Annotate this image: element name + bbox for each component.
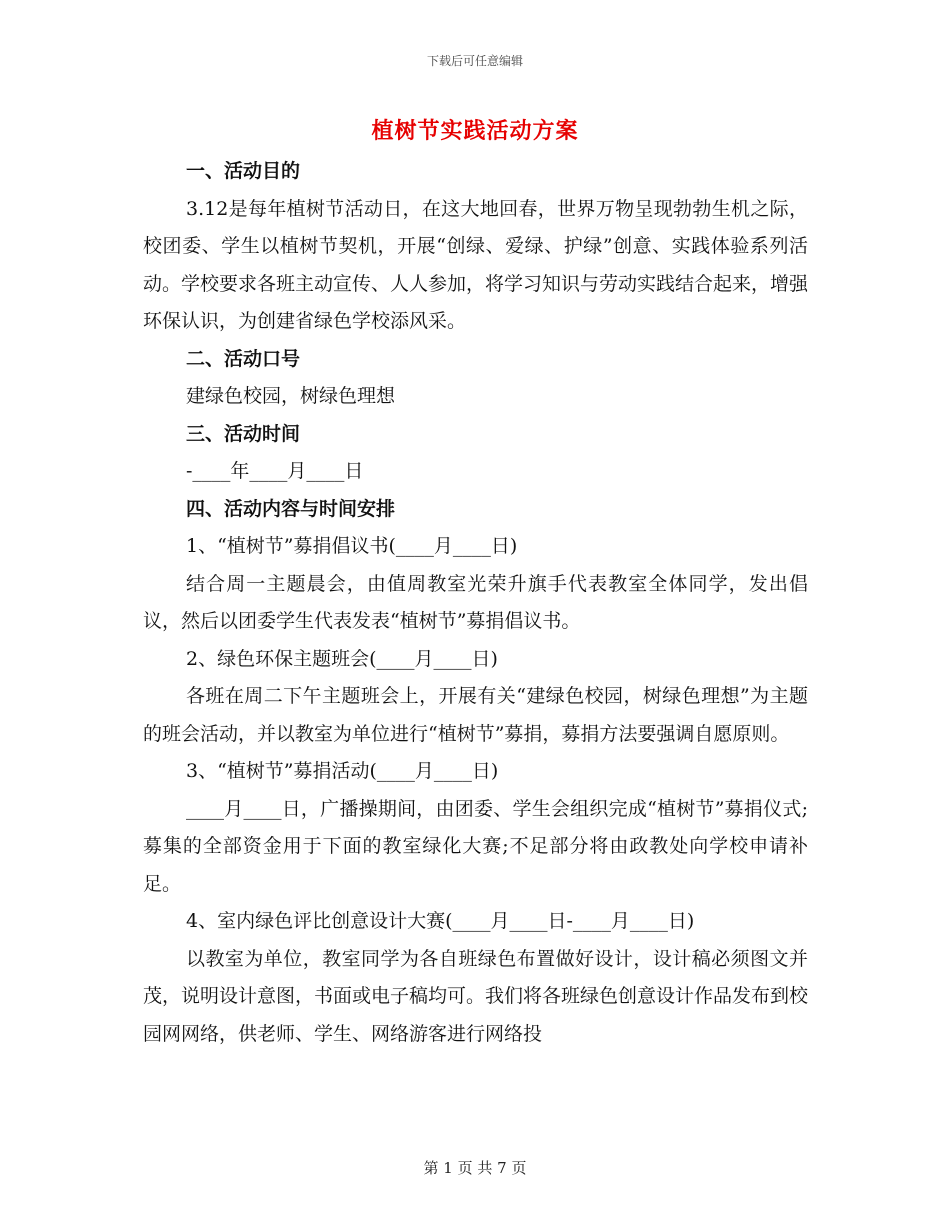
item-title-2: 2、绿色环保主题班会(____月____日)	[186, 647, 498, 670]
section-heading-time: 三、活动时间	[186, 422, 301, 445]
item-title-1: 1、“植树节”募捐倡议书(____月____日)	[186, 535, 518, 557]
document-title: 植树节实践活动方案	[371, 118, 579, 144]
section-body-time: -____年____月____日	[186, 460, 364, 482]
section-heading-schedule: 四、活动内容与时间安排	[186, 497, 396, 520]
item-body-2: 各班在周二下午主题班会上，开展有关“建绿色校园，树绿色理想”为主题的班会活动，并以教室为单位进行“植树节”募捐，募捐方法要强调自愿原则。	[143, 685, 808, 745]
section-body-slogan: 建绿色校园，树绿色理想	[186, 385, 396, 407]
header-note: 下载后可任意编辑	[426, 54, 523, 68]
item-body-3: ____月____日，广播操期间，由团委、学生会组织完成“植树节”募捐仪式;募集的全部资金用于下面的教室绿化大赛;不足部分将由政教处向学校申请补足。	[143, 797, 808, 895]
item-body-4: 以教室为单位，教室同学为各自班绿色布置做好设计，设计稿必须图文并茂，说明设计意图，书面或电子稿均可。我们将各班绿色创意设计作品发布到校园网网络，供老师、学生、网络游客进行网络投	[143, 947, 809, 1045]
item-title-4: 4、室内绿色评比创意设计大赛(____月____日-____月____日)	[186, 910, 695, 932]
item-title-3: 3、“植树节”募捐活动(____月____日)	[186, 760, 499, 782]
document-body	[143, 153, 808, 1053]
page-footer: 第 1 页 共 7 页	[423, 1159, 527, 1177]
section-heading-purpose: 一、活动目的	[186, 160, 301, 182]
section-body-purpose: 3.12是每年植树节活动日，在这大地回春，世界万物呈现勃勃生机之际，校团委、学生以植树节契机，开展“创绿、爱绿、护绿”创意、实践体验系列活动。学校要求各班主动宣传、人人参加，将学习知识与劳动实践结合起来，增强环保认识，为创建省绿色学校添风采。	[143, 197, 809, 332]
item-body-1: 结合周一主题晨会，由值周教室光荣升旗手代表教室全体同学，发出倡议，然后以团委学生代表发表“植树节”募捐倡议书。	[143, 572, 808, 632]
section-heading-slogan: 二、活动口号	[186, 347, 301, 370]
